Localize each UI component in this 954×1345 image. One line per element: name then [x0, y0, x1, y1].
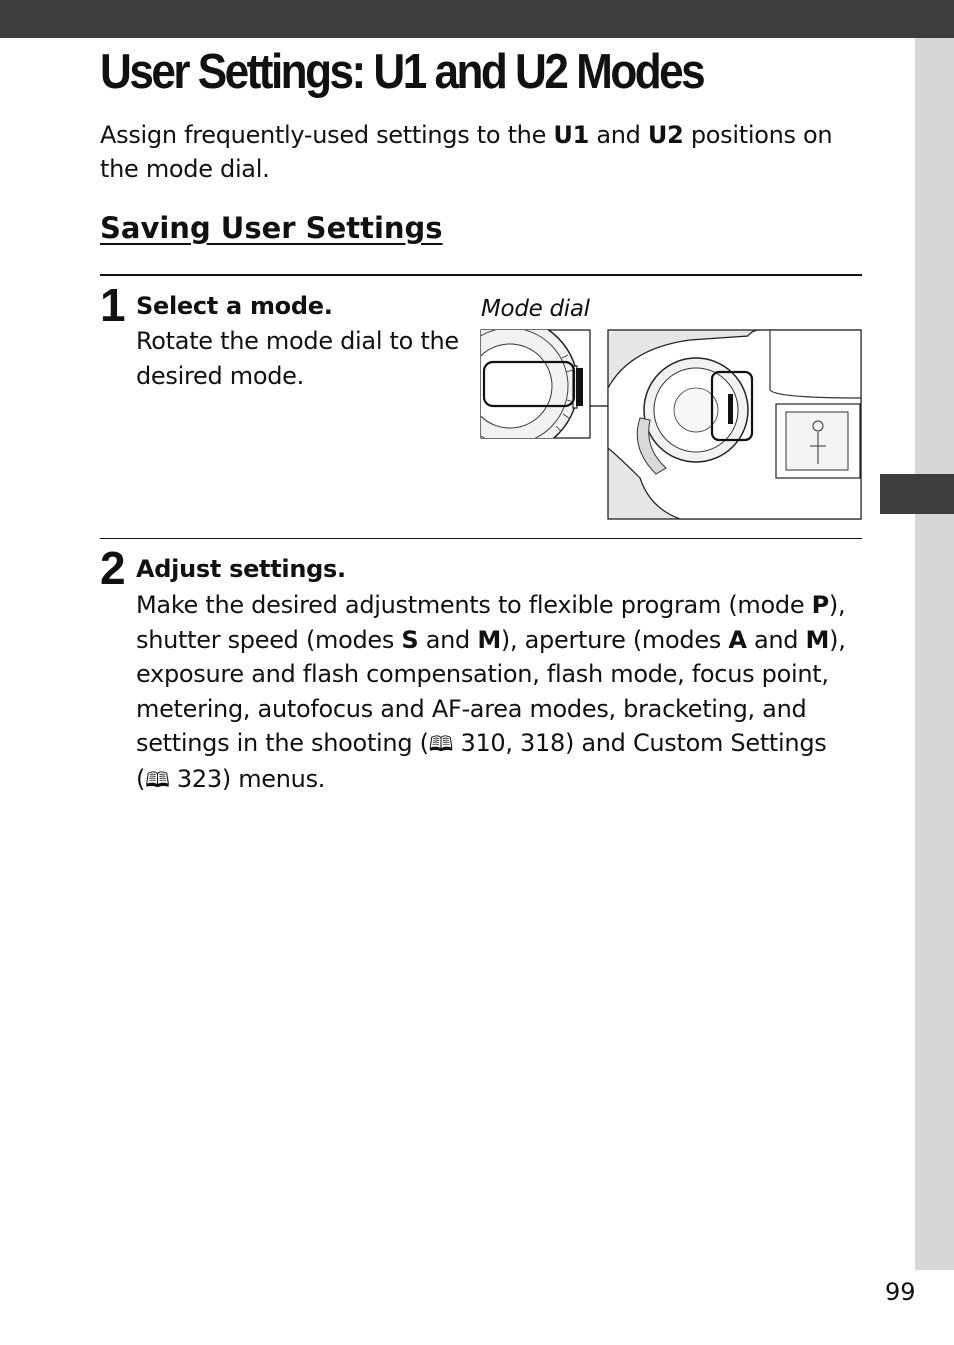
- side-margin-bar: [915, 38, 954, 1270]
- camera-top-view: [608, 330, 861, 519]
- page-reference: 323: [176, 764, 222, 793]
- mode-s-label: S: [401, 625, 419, 654]
- book-reference-icon: 🕮: [428, 732, 454, 756]
- mode-a-label: A: [728, 625, 747, 654]
- u2-label: U2: [647, 121, 684, 149]
- divider: [100, 274, 862, 276]
- mode-m-label: M: [805, 625, 830, 654]
- step-text: Rotate the mode dial to the desired mode.: [136, 327, 459, 390]
- mode-dial-illustration: [480, 328, 864, 522]
- chapter-tab: [880, 474, 954, 514]
- page-number: 99: [885, 1278, 916, 1306]
- page-reference: 310, 318: [460, 729, 565, 757]
- mode-m-label: M: [477, 625, 501, 654]
- divider: [100, 538, 862, 539]
- step-title: Select a mode.: [136, 292, 333, 320]
- step-title: Adjust settings.: [136, 555, 346, 583]
- u1-label: U1: [553, 121, 589, 149]
- top-bar: [0, 0, 954, 38]
- dial-closeup-inset: [480, 328, 590, 454]
- mode-p-label: P: [811, 591, 829, 619]
- intro-paragraph: Assign frequently-used settings to the U1 and U2 positions on the mode dial.: [100, 121, 833, 183]
- step-text: Make the desired adjustments to flexible program (mode P), shutter speed (modes S and M), aperture (modes A and M), exposure and flash compensation, flash mode, focus point, metering, autofocus and AF-area modes, bracketing, and settings in the shooting (🕮 310, 318) and Custom Settings (🕮 323) menus.: [136, 591, 846, 793]
- book-reference-icon: 🕮: [145, 767, 170, 792]
- section-heading: Saving User Settings: [100, 211, 443, 245]
- figure-caption: Mode dial: [481, 296, 590, 322]
- page-title: User Settings: U1 and U2 Modes: [100, 45, 704, 99]
- step-number: 2: [100, 542, 126, 594]
- step-number: 1: [100, 279, 126, 331]
